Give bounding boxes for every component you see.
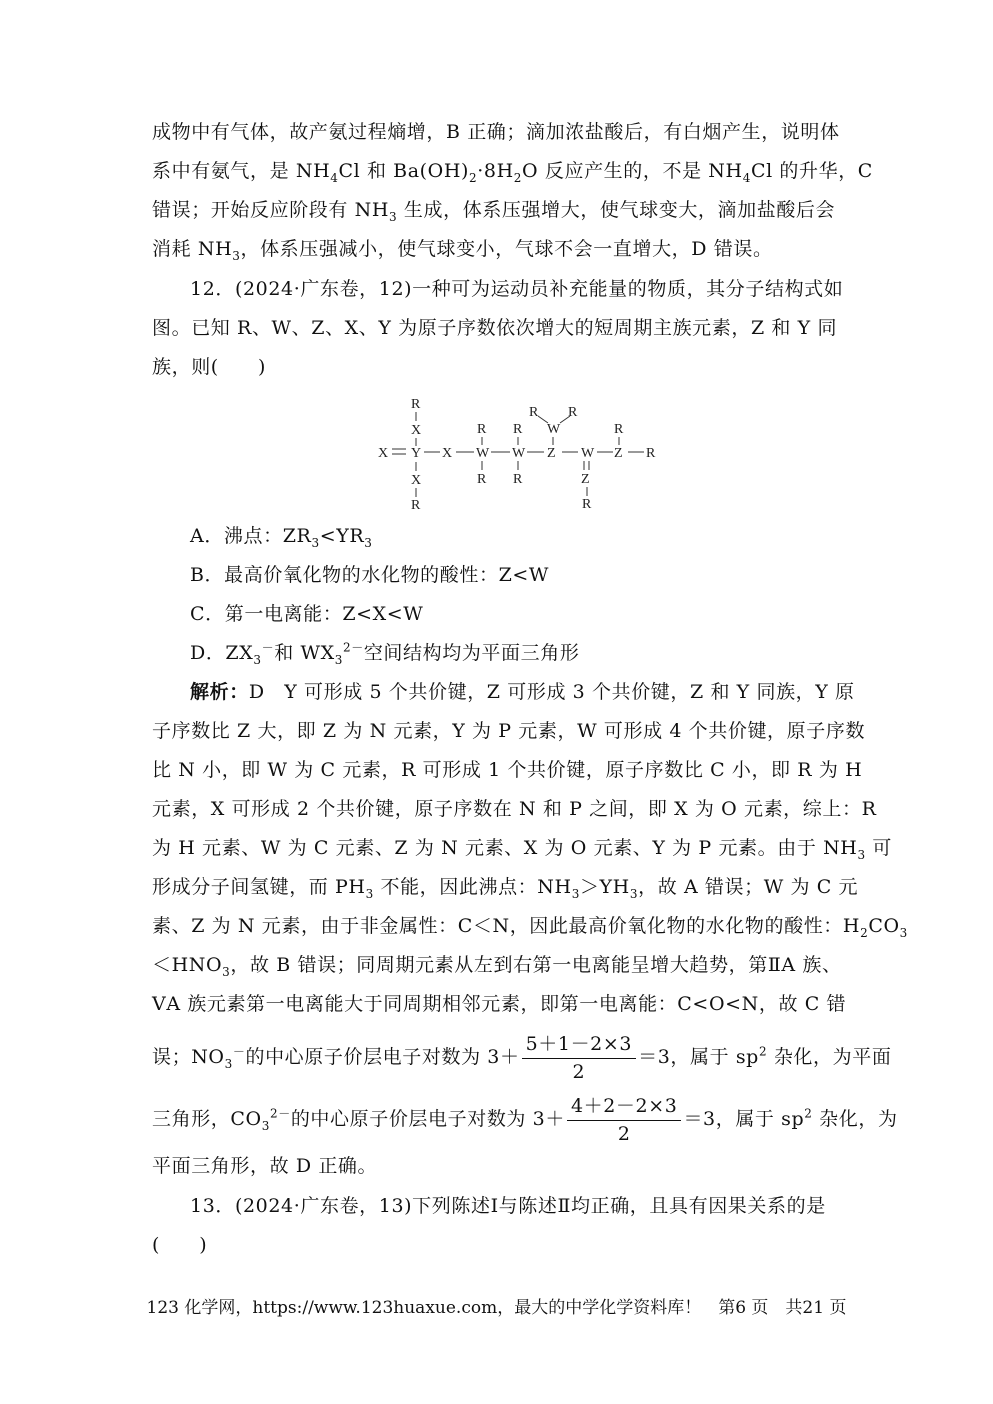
question-13-stem: 13．(2024·广东卷，13)下列陈述Ⅰ与陈述Ⅱ均正确，且具有因果关系的是 xyxy=(190,1195,826,1217)
fraction: $\frac{5+1-2\times 3}{2}$ xyxy=(522,1032,636,1085)
atom-w: W xyxy=(476,446,490,461)
text-line-fraction: 误；$NO_3^-$的中心原子价层电子对数为 3＋ $\frac{5+1-2\times 3}{2}$ ＝3，属于 $sp^2$ 杂化，为平面 xyxy=(152,1032,892,1083)
text-line: ⅤA 族元素第一电离能大于同周期相邻元素，即第一电离能：C<O<N，故 C 错 xyxy=(152,993,847,1015)
fraction: $\frac{4+2-2\times 3}{2}$ xyxy=(567,1094,681,1147)
atom-w: W xyxy=(512,446,526,461)
atom-r: R xyxy=(411,397,421,412)
option-c: C．第一电离能：Z<X<W xyxy=(190,603,424,625)
text-line: 平面三角形，故 D 正确。 xyxy=(152,1155,378,1177)
option-b: B．最高价氧化物的水化物的酸性：Z<W xyxy=(190,564,550,586)
text-line: 比 N 小，即 W 为 C 元素，R 可形成 1 个共价键，原子序数比 C 小，即 R 为 H xyxy=(152,759,863,781)
text-line-fraction: 三角形，$CO_3^{2-}$的中心原子价层电子对数为 3＋ $\frac{4+2-2\times 3}{2}$ ＝3，属于 $sp^2$ 杂化，为 xyxy=(152,1094,898,1145)
text-line: 系中有氨气，是 $NH_4Cl$ 和 $Ba(OH)_2\cdot 8H_2O$ 反应产生的，不是 $NH_4Cl$ 的升华，C xyxy=(152,160,873,185)
question-12-stem: 12．(2024·广东卷，12)一种可为运动员补充能量的物质，其分子结构式如 xyxy=(190,278,844,300)
atom-r: R xyxy=(477,422,487,437)
atom-z: Z xyxy=(547,446,556,461)
atom-r: R xyxy=(477,472,487,487)
text-line: 族，则( ) xyxy=(152,356,267,378)
option-a: A．沸点：$ZR_3<YR_3$ xyxy=(190,525,373,550)
text-line: 为 H 元素、W 为 C 元素、Z 为 N 元素、X 为 O 元素、Y 为 P 元素。由于 $NH_3$ 可 xyxy=(152,837,892,862)
text-line: 素、Z 为 N 元素，由于非金属性：C＜N，因此最高价氧化物的水化物的酸性：$H_2CO_3$ xyxy=(152,915,908,940)
atom-x: X xyxy=(378,446,389,461)
text-line: 错误；开始反应阶段有 $NH_3$ 生成，体系压强增大，使气球变大，滴加盐酸后会 xyxy=(152,199,836,224)
atom-r: R xyxy=(646,446,656,461)
text-line: 图。已知 R、W、Z、X、Y 为原子序数依次增大的短周期主族元素，Z 和 Y 同 xyxy=(152,317,838,339)
atom-r: R xyxy=(513,422,523,437)
atom-w: W xyxy=(547,422,561,437)
text-line: 消耗 $NH_3$，体系压强减小，使气球变小，气球不会一直增大，D 错误。 xyxy=(152,238,773,263)
analysis-label: 解析： xyxy=(190,681,249,703)
atom-x: X xyxy=(411,423,422,438)
atom-y: Y xyxy=(411,446,422,461)
atom-r: R xyxy=(614,422,624,437)
analysis-paragraph: 解析：D Y 可形成 5 个共价键，Z 可形成 3 个共价键，Z 和 Y 同族，Y 原 xyxy=(190,681,855,703)
option-d: D．$ZX_3^-$和 $WX_3^{2-}$空间结构均为平面三角形 xyxy=(190,640,580,667)
text-line: 形成分子间氢键，而 $PH_3$ 不能，因此沸点：$NH_3>YH_3$，故 A 错误；W 为 C 元 xyxy=(152,876,859,901)
atom-r: R xyxy=(582,497,592,512)
page-footer: 123 化学网，https://www.123huaxue.com，最大的中学化学资料库！ 第6 页 共21 页 xyxy=(146,1298,847,1318)
atom-x: X xyxy=(442,446,453,461)
atom-r: R xyxy=(529,405,539,420)
molecular-structure-diagram xyxy=(370,392,670,522)
atom-x: X xyxy=(411,473,422,488)
atom-z: Z xyxy=(614,446,623,461)
text-line: 成物中有气体，故产氨过程熵增，B 正确；滴加浓盐酸后，有白烟产生，说明体 xyxy=(152,121,840,143)
atom-z: Z xyxy=(581,472,590,487)
atom-r: R xyxy=(411,498,421,513)
atom-r: R xyxy=(568,405,578,420)
text-line: 元素，X 可形成 2 个共价键，原子序数在 N 和 P 之间，即 X 为 O 元素，综上：R xyxy=(152,798,877,820)
text-line: ( ) xyxy=(152,1234,208,1256)
atom-w: W xyxy=(581,446,595,461)
text-line: $<HNO_3$，故 B 错误；同周期元素从左到右第一电离能呈增大趋势，第ⅡA 族、 xyxy=(152,954,842,979)
atom-r: R xyxy=(513,472,523,487)
text-line: 子序数比 Z 大，即 Z 为 N 元素，Y 为 P 元素，W 可形成 4 个共价键，原子序数 xyxy=(152,720,866,742)
